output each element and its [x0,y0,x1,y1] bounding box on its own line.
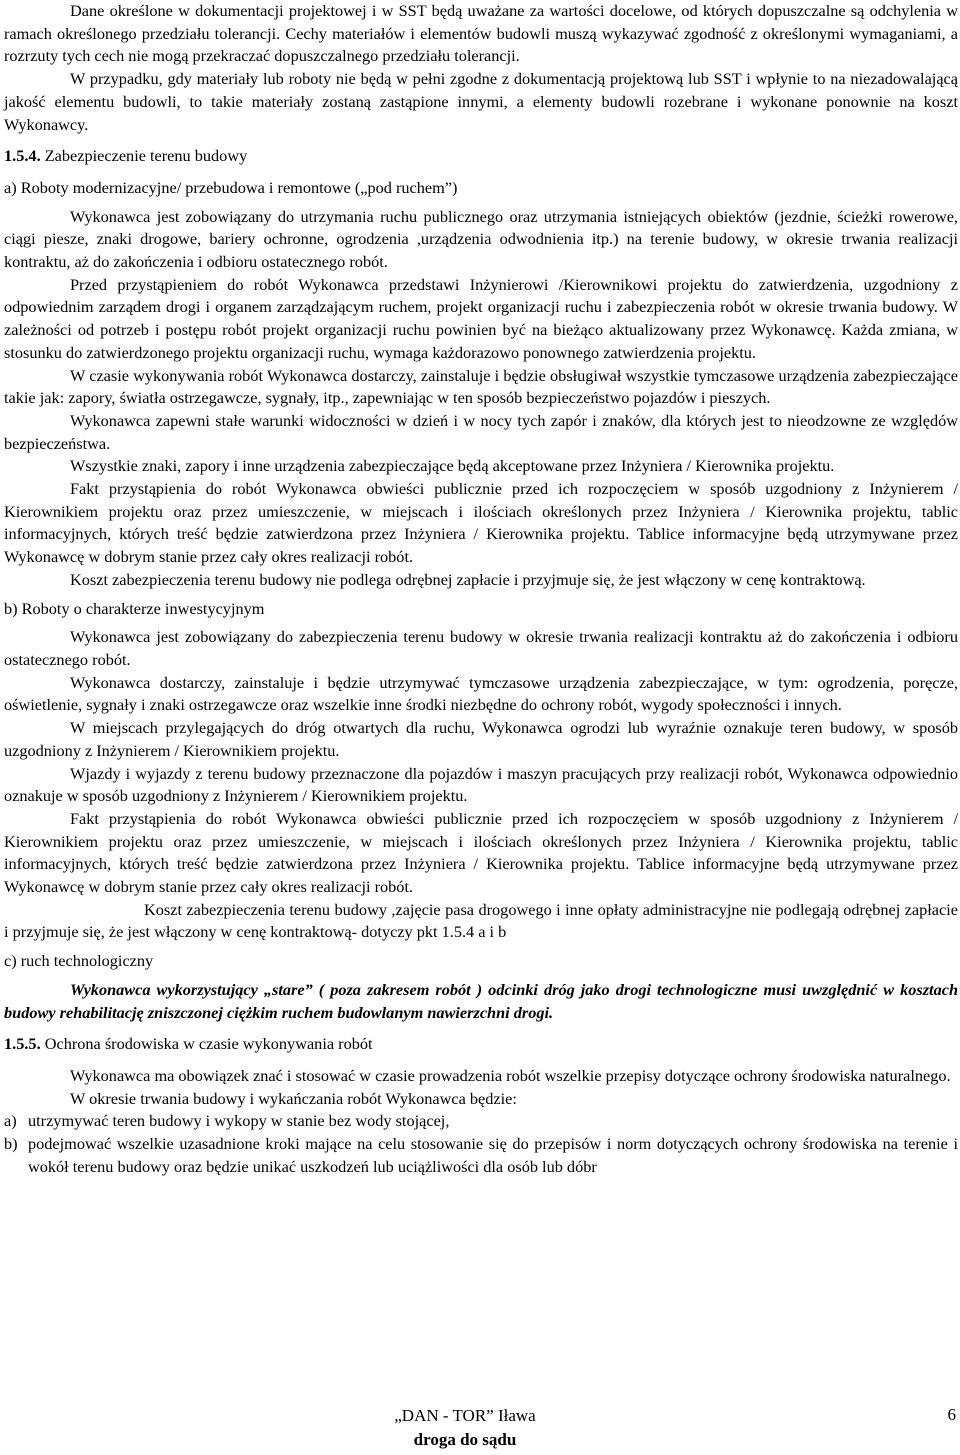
paragraph-nonconforming: W przypadku, gdy materiały lub roboty nie będą w pełni zgodne z dokumentacją projektową lub SST i wpłynie to na niezadowalającą jakość elementu budowli, to takie materiały zostaną zastąpione innymi, a elementy budowli rozebrane i wykonane ponownie na koszt Wykonawcy. [4,69,958,134]
list-item [4,1133,958,1178]
footer-project: droga do sądu [413,1430,517,1449]
paragraph-e2: W okresie trwania budowy i wykańczania robót Wykonawca będzie: [70,1088,517,1108]
paragraph-b1: Wykonawca jest zobowiązany do zabezpieczenia terenu budowy w okresie trwania realizacji kontraktu aż do zakończenia i odbioru ostatecznego robót. [4,627,958,669]
paragraph-a1: Wykonawca jest zobowiązany do utrzymania ruchu publicznego oraz utrzymania istniejących obiektów (jezdnie, ścieżki rowerowe, ciągi piesze, znaki drogowe, bariery ochronne, ogrodzenia ,urządzenia odwodnienia itp.) na terenie budowy, w okresie trwania realizacji kontraktu, aż do zakończenia i odbioru ostatecznego robót. [4,206,958,272]
section-heading-1-5-5 [4,1033,958,1056]
paragraph-b5: Fakt przystąpienia do robót Wykonawca obwieści publicznie przed ich rozpoczęciem w sposób uzgodniony z Inżynierem / Kierownikiem projektu oraz przez umieszczenie, w miejscach i ilościach określonych przez Inżyniera / Kierownika projektu, tablic informacyjnych, których treść będzie zatwierdzona przez Inżyniera / Kierownika projektu. Tablice informacyjne będą utrzymywane przez Wykonawcę w dobrym stanie przez cały okres realizacji robót. [4,808,958,897]
paragraph-b3: W miejscach przylegających do dróg otwartych dla ruchu, Wykonawca ogrodzi lub wyraźnie oznakuje teren budowy, w sposób uzgodniony z Inżynierem / Kierownikiem projektu. [4,718,958,760]
section-heading-1-5-4 [4,145,958,168]
document-page [4,0,958,1178]
paragraph-b2: Wykonawca dostarczy, zainstaluje i będzie utrzymywać tymczasowe urządzenia zabezpieczające, w tym: ogrodzenia, poręcze, oświetlenie, sygnały i znaki ostrzegawcze oraz wszelkie inne środki niezbędne do ochrony robót, wygody społeczności i innych. [4,672,958,715]
list-text: podejmować wszelkie uzasadnione kroki mające na celu stosowanie się do przepisów i norm dotyczących ochrony środowiska na terenie i wokół terenu budowy oraz będzie unikać uszkodzeń lub uciążliwości dla osób lub dóbr [28,1134,958,1176]
paragraph-c1-emphasis: Wykonawca wykorzystujący „stare” ( poza zakresem robót ) odcinki dróg jako drogi technologiczne musi uwzględnić w kosztach budowy rehabilitację zniszczonej ciężkim ruchem budowlanym nawierzchni drogi. [4,979,958,1022]
list-marker: a) [4,1111,17,1131]
section-number: 1.5.5. [4,1034,41,1054]
list-text: utrzymywać teren budowy i wykopy w stanie bez wody stojącej, [28,1111,450,1131]
paragraph-b6: Koszt zabezpieczenia terenu budowy ,zajęcie pasa drogowego i inne opłaty administracyjne nie podlegają odrębnej zapłacie i przyjmuje się, że jest włączony w cenę kontraktową- dotyczy pkt 1.5.4 a i b [4,899,958,942]
paragraph-a3: W czasie wykonywania robót Wykonawca dostarczy, zainstaluje i będzie obsługiwał wszystkie tymczasowe urządzenia zabezpieczające takie jak: zapory, światła ostrzegawcze, sygnały, itp., zapewniając w ten sposób bezpieczeństwo pojazdów i pieszych. [4,365,958,408]
section-title: Ochrona środowiska w czasie wykonywania robót [44,1034,373,1054]
list-item [4,1110,958,1133]
page-number: 6 [947,1405,956,1424]
paragraph-a6: Fakt przystąpienia do robót Wykonawca obwieści publicznie przed ich rozpoczęciem w sposób uzgodniony z Inżynierem / Kierownikiem projektu oraz przez umieszczenie, w miejscach i ilościach określonych przez Inżyniera / Kierownika projektu, tablic informacyjnych, których treść będzie zatwierdzona przez Inżyniera / Kierownika projektu. Tablice informacyjne będą utrzymywane przez Wykonawcę w dobrym stanie przez cały okres realizacji robót. [4,479,958,567]
subsection-a: a) Roboty modernizacyjne/ przebudowa i remontowe („pod ruchem”) [4,177,458,197]
paragraph-a5: Wszystkie znaki, zapory i inne urządzenia zabezpieczające będą akceptowane przez Inżyniera / Kierownika projektu. [70,456,835,476]
paragraph-a2: Przed przystąpieniem do robót Wykonawca przedstawi Inżynierowi /Kierownikowi projektu do zatwierdzenia, uzgodniony z odpowiednim zarządem drogi i organem zarządzającym ruchem, projekt organizacji ruchu i zabezpieczenia robót w okresie trwania budowy. W zależności od potrzeb i postępu robót projekt organizacji ruchu powinien być na bieżąco aktualizowany przez Wykonawcę. Każda zmiana, w stosunku do zatwierdzonego projektu organizacji ruchu, wymaga każdorazowo ponownego zatwierdzenia projektu. [4,274,958,362]
paragraph-a7: Koszt zabezpieczenia terenu budowy nie podlega odrębnej zapłacie i przyjmuje się, że jest włączony w cenę kontraktową. [70,569,866,589]
list-marker: b) [4,1134,18,1154]
page-footer [0,1404,960,1454]
paragraph-a4: Wykonawca zapewni stałe warunki widoczności w dzień i w nocy tych zapór i znaków, dla których jest to nieodzowne ze względów bezpieczeństwa. [4,410,958,453]
subsection-c: c) ruch technologiczny [4,951,154,971]
paragraph-b4: Wjazdy i wyjazdy z terenu budowy przeznaczone dla pojazdów i maszyn pracujących przy realizacji robót, Wykonawca odpowiednio oznakuje w sposób uzgodniony z Inżynierem / Kierownikiem projektu. [4,763,958,806]
section-title: Zabezpieczenie terenu budowy [44,146,248,166]
paragraph-e1: Wykonawca ma obowiązek znać i stosować w czasie prowadzenia robót wszelkie przepisy dotyczące ochrony środowiska naturalnego. [70,1065,951,1085]
section-number: 1.5.4. [4,146,41,166]
footer-company: „DAN - TOR” Iława [394,1406,536,1425]
paragraph-tolerances: Dane określone w dokumentacji projektowej i w SST będą uważane za wartości docelowe, od których dopuszczalne są odchylenia w ramach określonego przedziału tolerancji. Cechy materiałów i elementów budowli muszą wykazywać zgodność z określonymi wymaganiami, a rozrzuty tych cech nie mogą przekraczać dopuszczalnego przedziału tolerancji. [4,1,958,66]
subsection-b: b) Roboty o charakterze inwestycyjnym [4,598,265,618]
